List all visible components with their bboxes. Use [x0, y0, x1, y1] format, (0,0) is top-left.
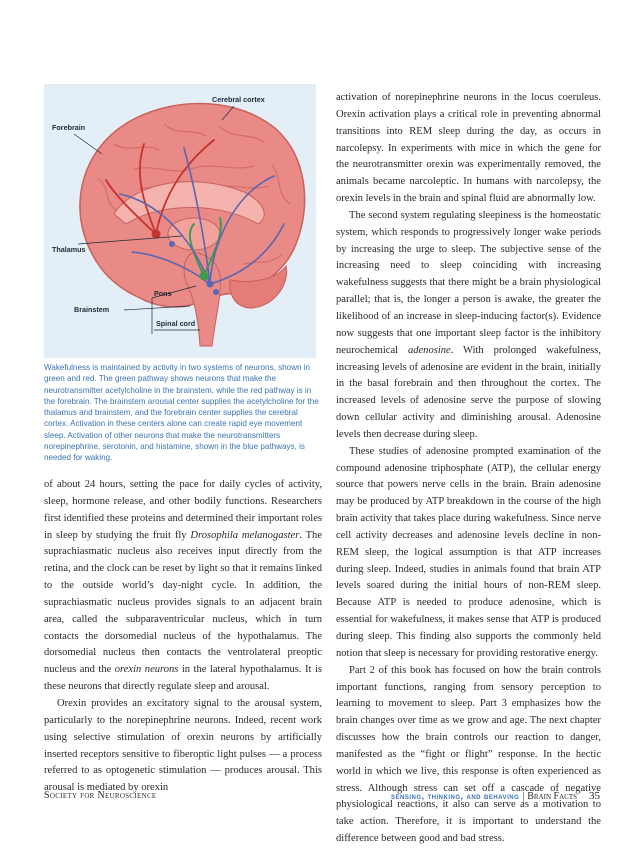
species-name: Drosophila melanogaster — [190, 529, 300, 541]
label-cerebral-cortex: Cerebral cortex — [212, 95, 265, 104]
page-footer — [44, 790, 600, 804]
left-paragraph-2: Orexin provides an excitatory signal to the arousal system, particularly to the norepinephrine neurons. Indeed, recent work using selective stimulation of orexin neurons by artificially inserted receptors sensitive to fiberoptic light pulses — a process referred to as optogenetic stimulation — produces arousal. This arousal is mediated by orexin — [44, 697, 322, 794]
right-paragraph-2 — [336, 208, 601, 444]
label-spinal-cord: Spinal cord — [156, 319, 196, 328]
footer-section-title: sensing, thinking, and behaving — [391, 791, 520, 801]
label-pons: Pons — [154, 289, 172, 298]
right-paragraph-1: activation of norepinephrine neurons in the locus coeruleus. Orexin activation plays a critical role in preventing abnormal transitions into REM sleep during the day, as occurs in narcolepsy. In experiments with mice in which the gene for the neurotransmitter orexin was experimentally removed, the animals became narcoleptic. In humans with narcolepsy, the orexin levels in the brain and spinal fluid are abnormally low. — [336, 92, 601, 205]
label-forebrain: Forebrain — [52, 123, 86, 132]
footer-publisher: Society for Neuroscience — [44, 790, 157, 801]
footer-running-head — [391, 790, 600, 802]
text-run: . The suprachiasmatic nucleus also receives input directly from the retina, and the clock can be reset by light so that it remains linked to the outside world’s day-night cycle. In addition, the suprachiasmatic nucleus provides signals to an adjacent brain area, called the subparaventricular nucleus, which in turn contacts the dorsomedial nucleus of the hypothalamus. The dorsomedial nucleus then contacts the ventrolateral preoptic nucleus and the — [44, 529, 322, 676]
text-run: The second system regulating sleepiness is the homeostatic system, which responds to progressively longer wake periods by increasing the urge to sleep. The subjective sense of the increasing need to sleep coinciding with increasing wakefulness suggests that there might be a brain physiological parallel; that is, the longer a person is awake, the greater the likelihood of an increase in sleep-inducing factor(s). Evidence now suggests that one important sleep factor is the inhibitory neurochemical — [336, 209, 601, 356]
text-run: . With prolonged wakefulness, increasing levels of adenosine are evident in the brain, initially in the basal forebrain and then throughout the cortex. The increased levels of adenosine serve the purpose of slowing down cellular activity and diminishing arousal. Adenosine levels then decrease during sleep. — [336, 344, 601, 440]
brain-diagram — [44, 84, 316, 358]
footer-separator: | — [522, 791, 525, 802]
left-column — [44, 477, 322, 797]
left-paragraph-1 — [44, 477, 322, 696]
text-run: of about 24 hours, setting the pace for daily cycles of activity, sleep, hormone release, and other bodily functions. Researchers first identified these proteins and determined their important roles in sleep by studying the fruit fly — [44, 479, 322, 541]
orexin-term: orexin neurons — [114, 664, 179, 676]
figure-caption — [44, 362, 320, 464]
footer-book-title: Brain Facts — [527, 791, 577, 802]
brain-illustration — [44, 84, 316, 358]
caption-text: Wakefulness is maintained by activity in two systems of neurons, shown in green and red. The green pathway shows neurons that make the neurotransmitter acetylcholine in the brainstem, while the red pathway is in the forebrain. The brainstem arousal center supplies the acetylcholine for the thalamus and brainstem, and the forebrain center supplies the cerebral cortex. Activation in these centers alone can create rapid eye movement sleep. Activation of other neurons that make the neurotransmitters norepinephrine, serotonin, and histamine, shown in the blue pathways, is needed for waking. — [44, 363, 319, 463]
right-paragraph-4: Part 2 of this book has focused on how the brain controls important functions, ranging from sensory perception to learning to movement to sleep. Part 3 emphasizes how the brain changes over time as we grow and age. The next chapter discusses how the brain controls our reaction to danger, manifested as the “fight or flight” response. In the hectic world in which we live, this response is often experienced as stress. Although stress can set off a cascade of negative physiological reactions, it also can serve as a motivation to take action. Therefore, it is important to understand the difference between good and bad stress. — [336, 664, 601, 845]
right-column — [336, 90, 601, 848]
text-run: in the lateral hypothalamus. It is these neurons that directly regulate sleep and arousal. — [44, 664, 322, 693]
thalamus-shape — [168, 218, 220, 250]
right-paragraph-3: These studies of adenosine prompted examination of the compound adenosine triphosphate (ATP), the cellular energy source that powers nerve cells in the brain. Brain adenosine may be produced by ATP breakdown in the course of the high brain activity that takes place during wakefulness. Since nerve cell activity decreases and adenosine levels decline in non-REM sleep, the logical assumption is that ATP increases during sleep. Indeed, studies in animals found that brain ATP levels soared during the initial hours of non-REM sleep. Because ATP is needed to produce adenosine, which is essential for wakefulness, it makes sense that ATP is produced during sleep. This finding also supports the commonly held notion that sleep is necessary for providing restorative energy. — [336, 445, 601, 659]
label-brainstem: Brainstem — [74, 305, 110, 314]
adenosine-term: adenosine — [407, 344, 451, 356]
label-thalamus: Thalamus — [52, 245, 86, 254]
page-number: 35 — [589, 790, 600, 802]
